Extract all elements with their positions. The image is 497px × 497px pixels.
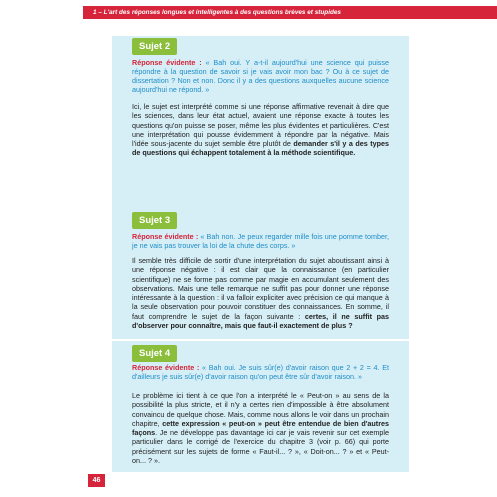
section-sujet-3 xyxy=(112,208,409,339)
section-body xyxy=(132,256,389,330)
evident-answer-text: « Bah oui. Y a-t-il aujourd'hui une science qui puisse répondre à la question de savoir si je vais avoir mon bac ? Ou à ce sujet de dissertation ? Non et non. Donc il y a des questions auxquelles aucune science aujourd'hui ne répond. » xyxy=(132,58,389,94)
evident-answer-lead: Réponse évidente : xyxy=(132,58,202,67)
evident-answer-lead: Réponse évidente : xyxy=(132,363,200,372)
body-emphasis: certes, il ne suffit pas d'observer pour connaître, mais que faut-il exactement de plus ? xyxy=(132,311,390,331)
body-text-end: . Je ne développe pas davantage ici car je vais revenir sur cet exemple particulier dans le corrigé de l'exercice du chapitre 3 (voir p. 66) qui porte précisément sur les sujets de forme « Faut-il... ? », « Doit-on... ? » et « Peut-on... ? ». xyxy=(132,428,389,466)
body-text: Il semble très difficile de sortir d'une interprétation du sujet aboutissant ainsi à une réponse négative : il est clair que la connaissance (en particulier scientifique) ne se forme pas comme par magie en accumulant seulement des observations. Mais une telle remarque ne suffit pas pour donner une réponse intéressante à la question : il va falloir expliciter avec précision ce qui manque à la seule observation pour pouvoir constituer des connaissances. En somme, il faut comprendre le sujet de la façon suivante : xyxy=(132,256,389,321)
evident-answer-text: « Bah non. Je peux regarder mille fois une pomme tomber, je ne vais pas trouver la loi de la chute des corps. » xyxy=(132,232,389,250)
page-number: 46 xyxy=(88,474,105,487)
section-badge: Sujet 4 xyxy=(132,345,177,362)
body-emphasis: demander s'il y a des types de questions qui échappent totalement à la méthode scientifique. xyxy=(132,139,389,158)
section-badge: Sujet 3 xyxy=(132,212,177,229)
section-sujet-2 xyxy=(112,36,409,224)
evident-answer-text: « Bah oui. Je suis sûr(e) d'avoir raison que 2 + 2 = 4. Et d'ailleurs je suis sûr(e) d'avoir raison qu'on peut être sûr d'avoir raison. » xyxy=(132,363,389,381)
section-body xyxy=(132,102,389,158)
section-sujet-4 xyxy=(112,341,409,472)
section-badge: Sujet 2 xyxy=(132,38,177,55)
section-body xyxy=(132,391,389,465)
body-text: Le problème ici tient à ce que l'on a interprété le « Peut-on » au sens de la possibilité la plus stricte, et il n'y a certes rien d'impossible à être absolument convaincu de quelque chose. Mais, comme nous allons le voir dans un prochain chapitre, xyxy=(132,391,389,428)
evident-answer xyxy=(132,363,389,381)
evident-answer xyxy=(132,232,389,250)
body-text: Ici, le sujet est interprété comme si une réponse affirmative revenait à dire que les sciences, dans leur état actuel, avaient une réponse exacte à toutes les questions qu'on puisse se poser, même les plus évidentes et particulières. C'est une interprétation qui pousse évidemment à répondre par la négative. Mais l'idée sous-jacente du sujet semble être plutôt de xyxy=(132,102,389,149)
body-emphasis: cette expression « peut-on » peut être entendue de bien d'autres façons xyxy=(132,418,389,438)
chapter-header: 1 – L'art des réponses longues et intelligentes à des questions brèves et stupides xyxy=(83,6,497,19)
evident-answer xyxy=(132,58,389,94)
evident-answer-lead: Réponse évidente : xyxy=(132,232,199,241)
